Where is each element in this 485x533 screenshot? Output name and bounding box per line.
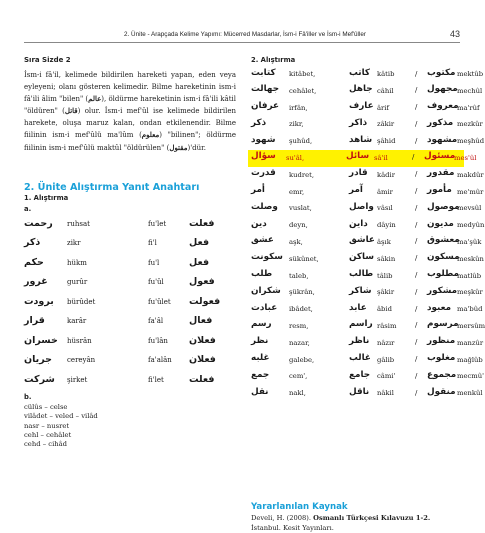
arabic-masdar: طلب bbox=[251, 269, 273, 280]
arabic-malum: معلوم bbox=[141, 130, 160, 140]
transliteration: cereyân bbox=[67, 356, 96, 365]
arabic-masdar: عبادت bbox=[251, 302, 278, 313]
part-b-list bbox=[24, 403, 236, 449]
derivation-row bbox=[251, 352, 483, 369]
arabic-ism-i-fail: عابد bbox=[349, 302, 367, 313]
arabic-ism-i-meful: مكتوب bbox=[427, 67, 456, 78]
paragraph-text-4: ) "bilinen"; öldürme fiilinin ism-i mef'ûlü maktûl "öldürülen" ( bbox=[24, 131, 236, 152]
arabic-word: برودت bbox=[24, 295, 54, 307]
arabic-ism-i-meful: مشكور bbox=[427, 285, 458, 296]
ism-i-meful-transliteration: meskûn bbox=[457, 254, 484, 263]
arabic-ism-i-meful: معبود bbox=[427, 302, 452, 313]
ism-i-meful-transliteration: me'mûr bbox=[457, 187, 484, 196]
arabic-ism-i-meful: مقدور bbox=[427, 168, 455, 179]
ism-i-meful-transliteration: mersûm bbox=[457, 321, 485, 330]
masdar-transliteration: kudret, bbox=[289, 170, 315, 179]
masdar-transliteration: taleb, bbox=[289, 271, 309, 280]
arabic-word: ذكر bbox=[24, 237, 41, 249]
arabic-ism-i-fail: راسم bbox=[349, 319, 373, 330]
arabic-word: شركت bbox=[24, 373, 55, 385]
ism-i-meful-transliteration: mevsûl bbox=[457, 204, 482, 213]
pattern-row bbox=[24, 371, 236, 391]
ism-i-fail-transliteration: vâsıl bbox=[377, 204, 393, 213]
derivation-row bbox=[251, 66, 484, 83]
arabic-pattern: فعل bbox=[189, 256, 210, 268]
arabic-ism-i-fail: آمر bbox=[349, 185, 363, 196]
ism-i-fail-transliteration: ârif bbox=[377, 103, 389, 112]
separator-slash: / bbox=[415, 338, 418, 347]
arabic-ism-i-meful: مذكور bbox=[427, 117, 454, 128]
derivation-row bbox=[251, 301, 483, 318]
masdar-transliteration: resm, bbox=[289, 321, 309, 330]
arabic-ism-i-fail: عارف bbox=[349, 101, 374, 112]
arabic-masdar: نظر bbox=[251, 336, 269, 347]
pattern-transliteration: fa'alân bbox=[148, 356, 172, 365]
paragraph-text-3: ) olur. İsm-i mef'ûl ise kelimede bildirilen harekete, oluşa maruz kalan, ondan etkilenendir. Bilme fiilinin ism-i mef'ûlü ma'lûm ( bbox=[24, 107, 236, 140]
part-a-label: a. bbox=[24, 204, 32, 213]
pattern-row bbox=[24, 254, 236, 274]
running-header-title: 2. Ünite - Arapçada Kelime Yapımı: Mücerred Masdarlar, İsm-i Fâ'iller ve İsm-i Mef'ûller bbox=[124, 31, 366, 38]
arabic-ism-i-meful: مجموع bbox=[427, 369, 457, 380]
sources-title: Yararlanılan Kaynak bbox=[251, 502, 348, 512]
highlighted-row bbox=[248, 150, 477, 167]
masdar-transliteration: galebe, bbox=[289, 355, 315, 364]
masdar-transliteration: kitâbet, bbox=[289, 70, 316, 78]
transliteration: şirket bbox=[67, 375, 88, 384]
arabic-word: رحمت bbox=[24, 217, 53, 229]
separator-slash: / bbox=[415, 254, 418, 263]
arabic-masdar: ذكر bbox=[251, 117, 267, 128]
ism-i-fail-transliteration: kâdir bbox=[377, 170, 395, 179]
arabic-ism-i-meful: مأمور bbox=[427, 185, 452, 196]
arabic-ism-i-fail: شاكر bbox=[349, 285, 372, 296]
arabic-ism-i-fail: ذاكر bbox=[349, 117, 368, 128]
arabic-ism-i-fail: ناظر bbox=[349, 336, 370, 347]
arabic-ism-i-fail: قادر bbox=[349, 168, 368, 179]
page-number: 43 bbox=[449, 29, 460, 39]
arabic-masdar: رسم bbox=[251, 319, 272, 330]
ism-i-meful-transliteration: medyûn bbox=[457, 221, 485, 230]
pattern-transliteration: fu'let bbox=[148, 219, 167, 228]
separator-slash: / bbox=[415, 103, 418, 112]
arabic-ism-i-fail: ساكن bbox=[349, 252, 374, 263]
derivation-row bbox=[251, 368, 484, 385]
arabic-pattern: فعلان bbox=[189, 334, 216, 346]
masdar-transliteration: emr, bbox=[289, 187, 305, 196]
arabic-masdar: شهود bbox=[251, 134, 276, 145]
masdar-transliteration: ibâdet, bbox=[289, 305, 313, 314]
arabic-alim: عالم bbox=[88, 94, 102, 104]
derivation-row bbox=[251, 200, 482, 217]
arabic-ism-i-meful: مشهود bbox=[427, 134, 458, 145]
transliteration: bürûdet bbox=[67, 297, 96, 306]
separator-slash: / bbox=[415, 119, 418, 128]
pattern-row bbox=[24, 351, 236, 371]
separator-slash: / bbox=[415, 203, 418, 212]
transliteration: zikr bbox=[67, 239, 81, 248]
arabic-pattern: فعلان bbox=[189, 354, 216, 366]
arabic-pattern: فعلت bbox=[189, 217, 215, 229]
separator-slash: / bbox=[415, 86, 418, 95]
ism-i-fail-transliteration: tâlib bbox=[377, 271, 393, 280]
arabic-pattern: فعولت bbox=[189, 295, 221, 307]
pattern-row bbox=[24, 215, 236, 235]
arabic-word: غرور bbox=[24, 276, 48, 288]
transliteration: hükm bbox=[67, 258, 87, 267]
derivation-row bbox=[251, 335, 484, 352]
arabic-ism-i-meful: مسئول bbox=[424, 151, 456, 162]
arabic-masdar: عرفان bbox=[251, 101, 280, 112]
arabic-ism-i-fail: جامع bbox=[349, 369, 371, 380]
masdar-transliteration: nakl, bbox=[289, 389, 306, 398]
separator-slash: / bbox=[415, 271, 418, 280]
citation-book-title: Osmanlı Türkçesi Kılavuzu 1-2. bbox=[313, 514, 431, 522]
derivation-row bbox=[251, 234, 482, 251]
pattern-transliteration: fu'ûl bbox=[148, 278, 164, 287]
arabic-ism-i-meful: مسكون bbox=[427, 252, 460, 263]
exercise-1-title: 1. Alıştırma bbox=[24, 193, 69, 202]
separator-slash: / bbox=[415, 69, 418, 78]
separator-slash: / bbox=[415, 220, 418, 229]
derivation-row bbox=[251, 133, 485, 150]
pattern-transliteration: fu'lân bbox=[148, 336, 168, 345]
masdar-transliteration: sükûnet, bbox=[289, 254, 319, 263]
list-item: nasr – nusret bbox=[24, 421, 70, 430]
ism-i-fail-transliteration: şâkir bbox=[377, 288, 395, 297]
pattern-transliteration: fu'l bbox=[148, 258, 160, 267]
arabic-ism-i-fail: واصل bbox=[349, 201, 374, 212]
arabic-masdar: دين bbox=[251, 218, 267, 229]
sources-citation bbox=[251, 513, 461, 533]
arabic-word: خسران bbox=[24, 334, 58, 346]
pattern-transliteration: fi'l bbox=[148, 239, 157, 248]
ism-i-fail-transliteration: âmir bbox=[377, 187, 393, 196]
masdar-transliteration: cem', bbox=[289, 372, 308, 381]
ism-i-fail-transliteration: râsim bbox=[377, 321, 397, 330]
arabic-ism-i-fail: شاهد bbox=[349, 134, 373, 145]
separator-slash: / bbox=[415, 355, 418, 364]
arabic-ism-i-meful: مديون bbox=[427, 218, 454, 229]
derivation-table bbox=[251, 66, 485, 402]
ism-i-meful-transliteration: ma'şûk bbox=[457, 237, 482, 246]
masdar-transliteration: şuhûd, bbox=[289, 137, 313, 146]
masdar-transliteration: cehâlet, bbox=[289, 86, 317, 95]
ism-i-meful-transliteration: mechûl bbox=[457, 86, 483, 95]
arabic-masdar: أمر bbox=[251, 185, 265, 196]
arabic-masdar: جهالت bbox=[251, 84, 280, 95]
arabic-ism-i-meful: مطلوب bbox=[427, 269, 459, 280]
pattern-row bbox=[24, 312, 236, 332]
arabic-ism-i-meful: موصول bbox=[427, 201, 460, 212]
ism-i-fail-transliteration: câhil bbox=[377, 86, 394, 95]
arabic-ism-i-meful: منقول bbox=[427, 386, 456, 397]
transliteration: ruhsat bbox=[67, 219, 90, 228]
arabic-masdar: عشق bbox=[251, 235, 274, 246]
separator-slash: / bbox=[415, 321, 418, 330]
ism-i-fail-transliteration: âşık bbox=[377, 237, 391, 246]
ism-i-meful-transliteration: meşkûr bbox=[457, 288, 483, 297]
masdar-transliteration: deyn, bbox=[289, 221, 308, 230]
ism-i-meful-transliteration: mağlûb bbox=[457, 355, 483, 364]
ism-i-fail-transliteration: câmi' bbox=[377, 372, 396, 381]
arabic-ism-i-fail: غالب bbox=[349, 353, 371, 364]
arabic-ism-i-meful: منظور bbox=[427, 336, 456, 347]
list-item: cehl – cehâlet bbox=[24, 430, 72, 439]
separator-slash: / bbox=[412, 153, 415, 162]
separator-slash: / bbox=[415, 136, 418, 145]
separator-slash: / bbox=[415, 237, 418, 246]
ism-i-fail-transliteration: zâkir bbox=[377, 120, 395, 129]
derivation-row bbox=[251, 83, 483, 100]
arabic-ism-i-meful: معشوق bbox=[427, 235, 460, 246]
derivation-row bbox=[251, 167, 484, 184]
ism-i-meful-transliteration: ma'rûf bbox=[457, 103, 480, 112]
masdar-transliteration: nazar, bbox=[289, 338, 310, 347]
arabic-word: قرار bbox=[24, 315, 45, 327]
arabic-ism-i-fail: كاتب bbox=[349, 67, 371, 78]
ism-i-fail-transliteration: nâzır bbox=[377, 338, 395, 347]
ism-i-meful-transliteration: makdûr bbox=[457, 170, 484, 179]
arabic-masdar: نقل bbox=[251, 386, 269, 397]
separator-slash: / bbox=[415, 388, 418, 397]
arabic-masdar: شكران bbox=[251, 285, 281, 296]
arabic-ism-i-meful: مجهول bbox=[427, 84, 458, 95]
derivation-row bbox=[251, 217, 485, 234]
arabic-ism-i-meful: مغلوب bbox=[427, 353, 456, 364]
separator-slash: / bbox=[415, 170, 418, 179]
masdar-transliteration: vuslat, bbox=[289, 204, 312, 213]
ism-i-fail-transliteration: kâtib bbox=[377, 70, 395, 78]
ism-i-meful-transliteration: matlûb bbox=[457, 271, 482, 280]
arabic-masdar: كتابت bbox=[251, 67, 276, 78]
derivation-row bbox=[251, 284, 483, 301]
ism-i-meful-transliteration: meşhûd bbox=[457, 137, 485, 146]
ism-i-fail-transliteration: sâkin bbox=[377, 254, 396, 263]
ism-i-meful-transliteration: manzûr bbox=[457, 338, 484, 347]
separator-slash: / bbox=[415, 371, 418, 380]
masdar-transliteration: şükrân, bbox=[289, 288, 315, 297]
paragraph-text-1: İsm-i fâ'il, kelimede bildirilen hareketi yapan, eden veya eyleyeni; olanı gösteren kelimedir. Bilme hareketinin ism-i fâ'ili âlim "bilen" ( bbox=[24, 71, 236, 104]
paragraph-text-5: )'dür. bbox=[187, 143, 206, 152]
arabic-word: حكم bbox=[24, 256, 44, 268]
left-column bbox=[24, 56, 236, 449]
citation-publisher: İstanbul. Kesit Yayınları. bbox=[251, 524, 334, 532]
ism-i-fail-transliteration: âbid bbox=[377, 305, 392, 314]
pattern-row bbox=[24, 234, 236, 254]
arabic-masdar: وصلت bbox=[251, 201, 278, 212]
arabic-maktul: مقتول bbox=[169, 142, 188, 152]
ism-i-fail-transliteration: dâyin bbox=[377, 221, 396, 230]
part-b-label: b. bbox=[24, 393, 32, 402]
pattern-row bbox=[24, 332, 236, 352]
arabic-ism-i-meful: مرسوم bbox=[427, 319, 459, 330]
derivation-row bbox=[251, 251, 484, 268]
arabic-ism-i-fail: عاشق bbox=[349, 235, 375, 246]
transliteration: hüsrân bbox=[67, 336, 92, 345]
ism-i-meful-transliteration: mecmû' bbox=[457, 372, 484, 381]
derivation-row bbox=[251, 116, 483, 133]
arabic-ism-i-meful: معروف bbox=[427, 101, 459, 112]
separator-slash: / bbox=[415, 187, 418, 196]
arabic-ism-i-fail: سائل bbox=[346, 151, 370, 162]
derivation-row bbox=[251, 184, 484, 201]
ism-i-meful-transliteration: mektûb bbox=[457, 70, 484, 78]
pattern-row bbox=[24, 293, 236, 313]
citation-author: Develi, H. (2008). bbox=[251, 514, 314, 522]
arabic-pattern: فعال bbox=[189, 315, 213, 327]
ism-i-fail-transliteration: sâ'il bbox=[374, 153, 388, 162]
arabic-ism-i-fail: داين bbox=[349, 218, 368, 229]
arabic-pattern: فعول bbox=[189, 276, 215, 288]
separator-slash: / bbox=[415, 287, 418, 296]
pattern-transliteration: fu'ûlet bbox=[148, 297, 171, 306]
arabic-word: جريان bbox=[24, 354, 52, 366]
separator-slash: / bbox=[415, 304, 418, 313]
masdar-transliteration: su'âl, bbox=[286, 153, 305, 162]
sira-sizde-title: Sıra Sizde 2 bbox=[24, 56, 71, 64]
masdar-transliteration: aşk, bbox=[289, 237, 303, 246]
ism-i-fail-transliteration: gâlib bbox=[377, 355, 395, 364]
arabic-masdar: سؤال bbox=[251, 151, 276, 162]
ism-i-meful-transliteration: ma'bûd bbox=[457, 305, 483, 314]
arabic-ism-i-fail: جاهل bbox=[349, 84, 373, 95]
page-header bbox=[0, 0, 480, 42]
pattern-table bbox=[24, 215, 236, 391]
derivation-row bbox=[251, 268, 482, 285]
arabic-katil: قاتل bbox=[64, 106, 78, 116]
ism-i-fail-transliteration: şâhid bbox=[377, 137, 396, 146]
arabic-masdar: قدرت bbox=[251, 168, 276, 179]
ism-i-meful-transliteration: menkûl bbox=[457, 389, 483, 398]
transliteration: gurûr bbox=[67, 278, 88, 287]
pattern-transliteration: fa'âl bbox=[148, 317, 164, 326]
arabic-masdar: جمع bbox=[251, 369, 270, 380]
derivation-row bbox=[251, 100, 480, 117]
arabic-ism-i-fail: طالب bbox=[349, 269, 374, 280]
ism-i-fail-transliteration: nâkil bbox=[377, 389, 394, 398]
list-item: cehd – cihâd bbox=[24, 439, 68, 448]
arabic-ism-i-fail: ناقل bbox=[349, 386, 370, 397]
arabic-pattern: فعلت bbox=[189, 373, 215, 385]
paragraph-text-2: ), öldürme hareketinin ism-i fâ'ili kâtil "öldüren" ( bbox=[24, 95, 236, 116]
exercise-2-title: 2. Alıştırma bbox=[251, 56, 296, 64]
arabic-pattern: فعل bbox=[189, 237, 210, 249]
masdar-transliteration: zikr, bbox=[289, 120, 304, 129]
sira-sizde-paragraph bbox=[24, 69, 236, 154]
arabic-masdar: سكونت bbox=[251, 252, 283, 263]
header-divider bbox=[24, 42, 460, 43]
masdar-transliteration: irfân, bbox=[289, 103, 308, 112]
arabic-masdar: غلبه bbox=[251, 353, 270, 364]
ism-i-meful-transliteration: mes'ûl bbox=[454, 153, 477, 162]
derivation-row bbox=[251, 318, 485, 335]
unit-answer-key-title: 2. Ünite Alıştırma Yanıt Anahtarı bbox=[24, 181, 200, 193]
derivation-row bbox=[251, 385, 483, 402]
list-item: cülûs – celse bbox=[24, 403, 68, 412]
pattern-row bbox=[24, 273, 236, 293]
pattern-transliteration: fi'let bbox=[148, 375, 164, 384]
transliteration: karâr bbox=[67, 317, 87, 326]
right-column bbox=[251, 56, 485, 402]
ism-i-meful-transliteration: mezkûr bbox=[457, 120, 483, 129]
list-item: vilâdet – veled – vilâd bbox=[24, 412, 98, 421]
